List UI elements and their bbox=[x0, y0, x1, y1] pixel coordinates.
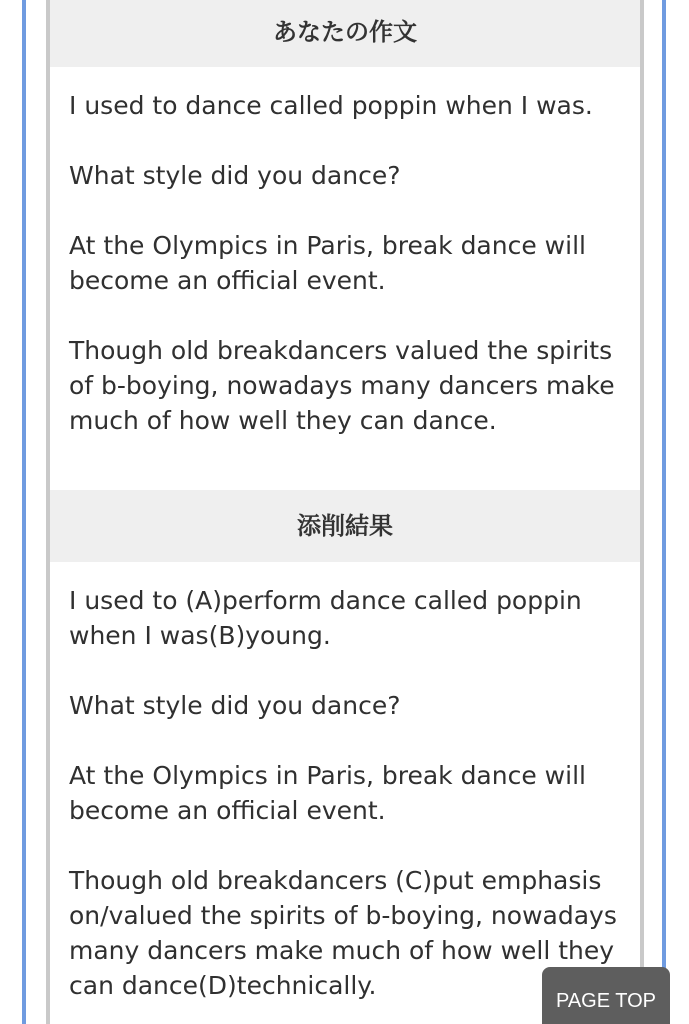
your-essay-paragraph: Though old breakdancers valued the spirits of b-boying, nowadays many dancers make much of how well they can dance. bbox=[69, 336, 623, 435]
your-essay-paragraph: At the Olympics in Paris, break dance will become an official event. bbox=[69, 231, 594, 295]
correction-paragraph: Though old breakdancers (C)put emphasis on/valued the spirits of b-boying, nowadays many dancers make much of how well they can dance(D)technically. bbox=[69, 866, 625, 1000]
correction-header: 添削結果 bbox=[50, 490, 640, 562]
correction-paragraph: I used to (A)perform dance called poppin when I was(B)young. bbox=[69, 586, 590, 650]
correction-paragraph: At the Olympics in Paris, break dance will become an official event. bbox=[69, 761, 594, 825]
page-top-button[interactable]: PAGE TOP bbox=[542, 967, 670, 1024]
your-essay-paragraph: What style did you dance? bbox=[69, 161, 401, 190]
correction-paragraph: What style did you dance? bbox=[69, 691, 401, 720]
your-essay-header: あなたの作文 bbox=[50, 0, 640, 67]
your-essay-paragraph: I used to dance called poppin when I was. bbox=[69, 91, 593, 120]
